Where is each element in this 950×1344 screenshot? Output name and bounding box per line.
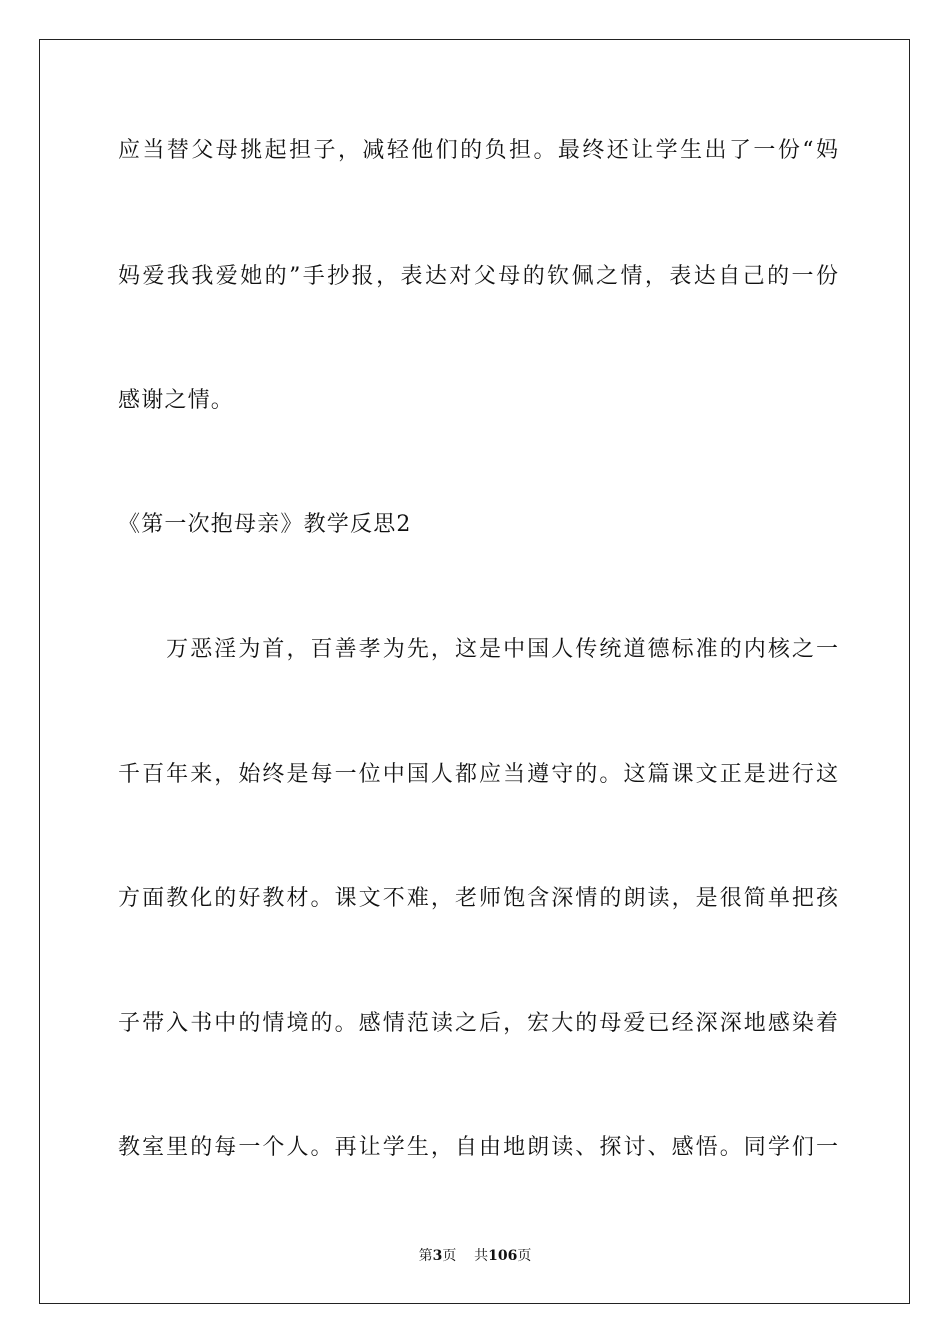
body-text-line-7: 方面教化的好教材。课文不难，老师饱含深情的朗读，是很简单把孩 [118,886,838,911]
footer-total-suffix: 页 [517,1248,532,1264]
body-text-line-2: 妈爱我我爱她的”手抄报，表达对父母的钦佩之情，表达自己的一份 [118,264,838,289]
footer-page-suffix: 页 [442,1248,457,1264]
body-text-line-5: 万恶淫为首，百善孝为先，这是中国人传统道德标准的内核之一 [118,637,838,662]
section-heading: 《第一次抱母亲》教学反思2 [118,512,412,537]
page-border [39,39,910,1304]
page-footer [0,1246,950,1266]
body-text-line-8: 子带入书中的情境的。感情范读之后，宏大的母爱已经深深地感染着 [118,1011,838,1036]
body-text-line-6: 千百年来，始终是每一位中国人都应当遵守的。这篇课文正是进行这 [118,762,838,787]
body-text-line-9: 教室里的每一个人。再让学生，自由地朗读、探讨、感悟。同学们一 [118,1135,838,1160]
body-text-line-3: 感谢之情。 [118,388,235,413]
footer-page-prefix: 第 [418,1248,433,1264]
footer-page-number: 3 [432,1248,443,1264]
footer-total-prefix: 共 [474,1248,489,1264]
footer-total-pages: 106 [488,1248,518,1264]
body-text-line-1: 应当替父母挑起担子，减轻他们的负担。最终还让学生出了一份“妈 [118,138,838,163]
